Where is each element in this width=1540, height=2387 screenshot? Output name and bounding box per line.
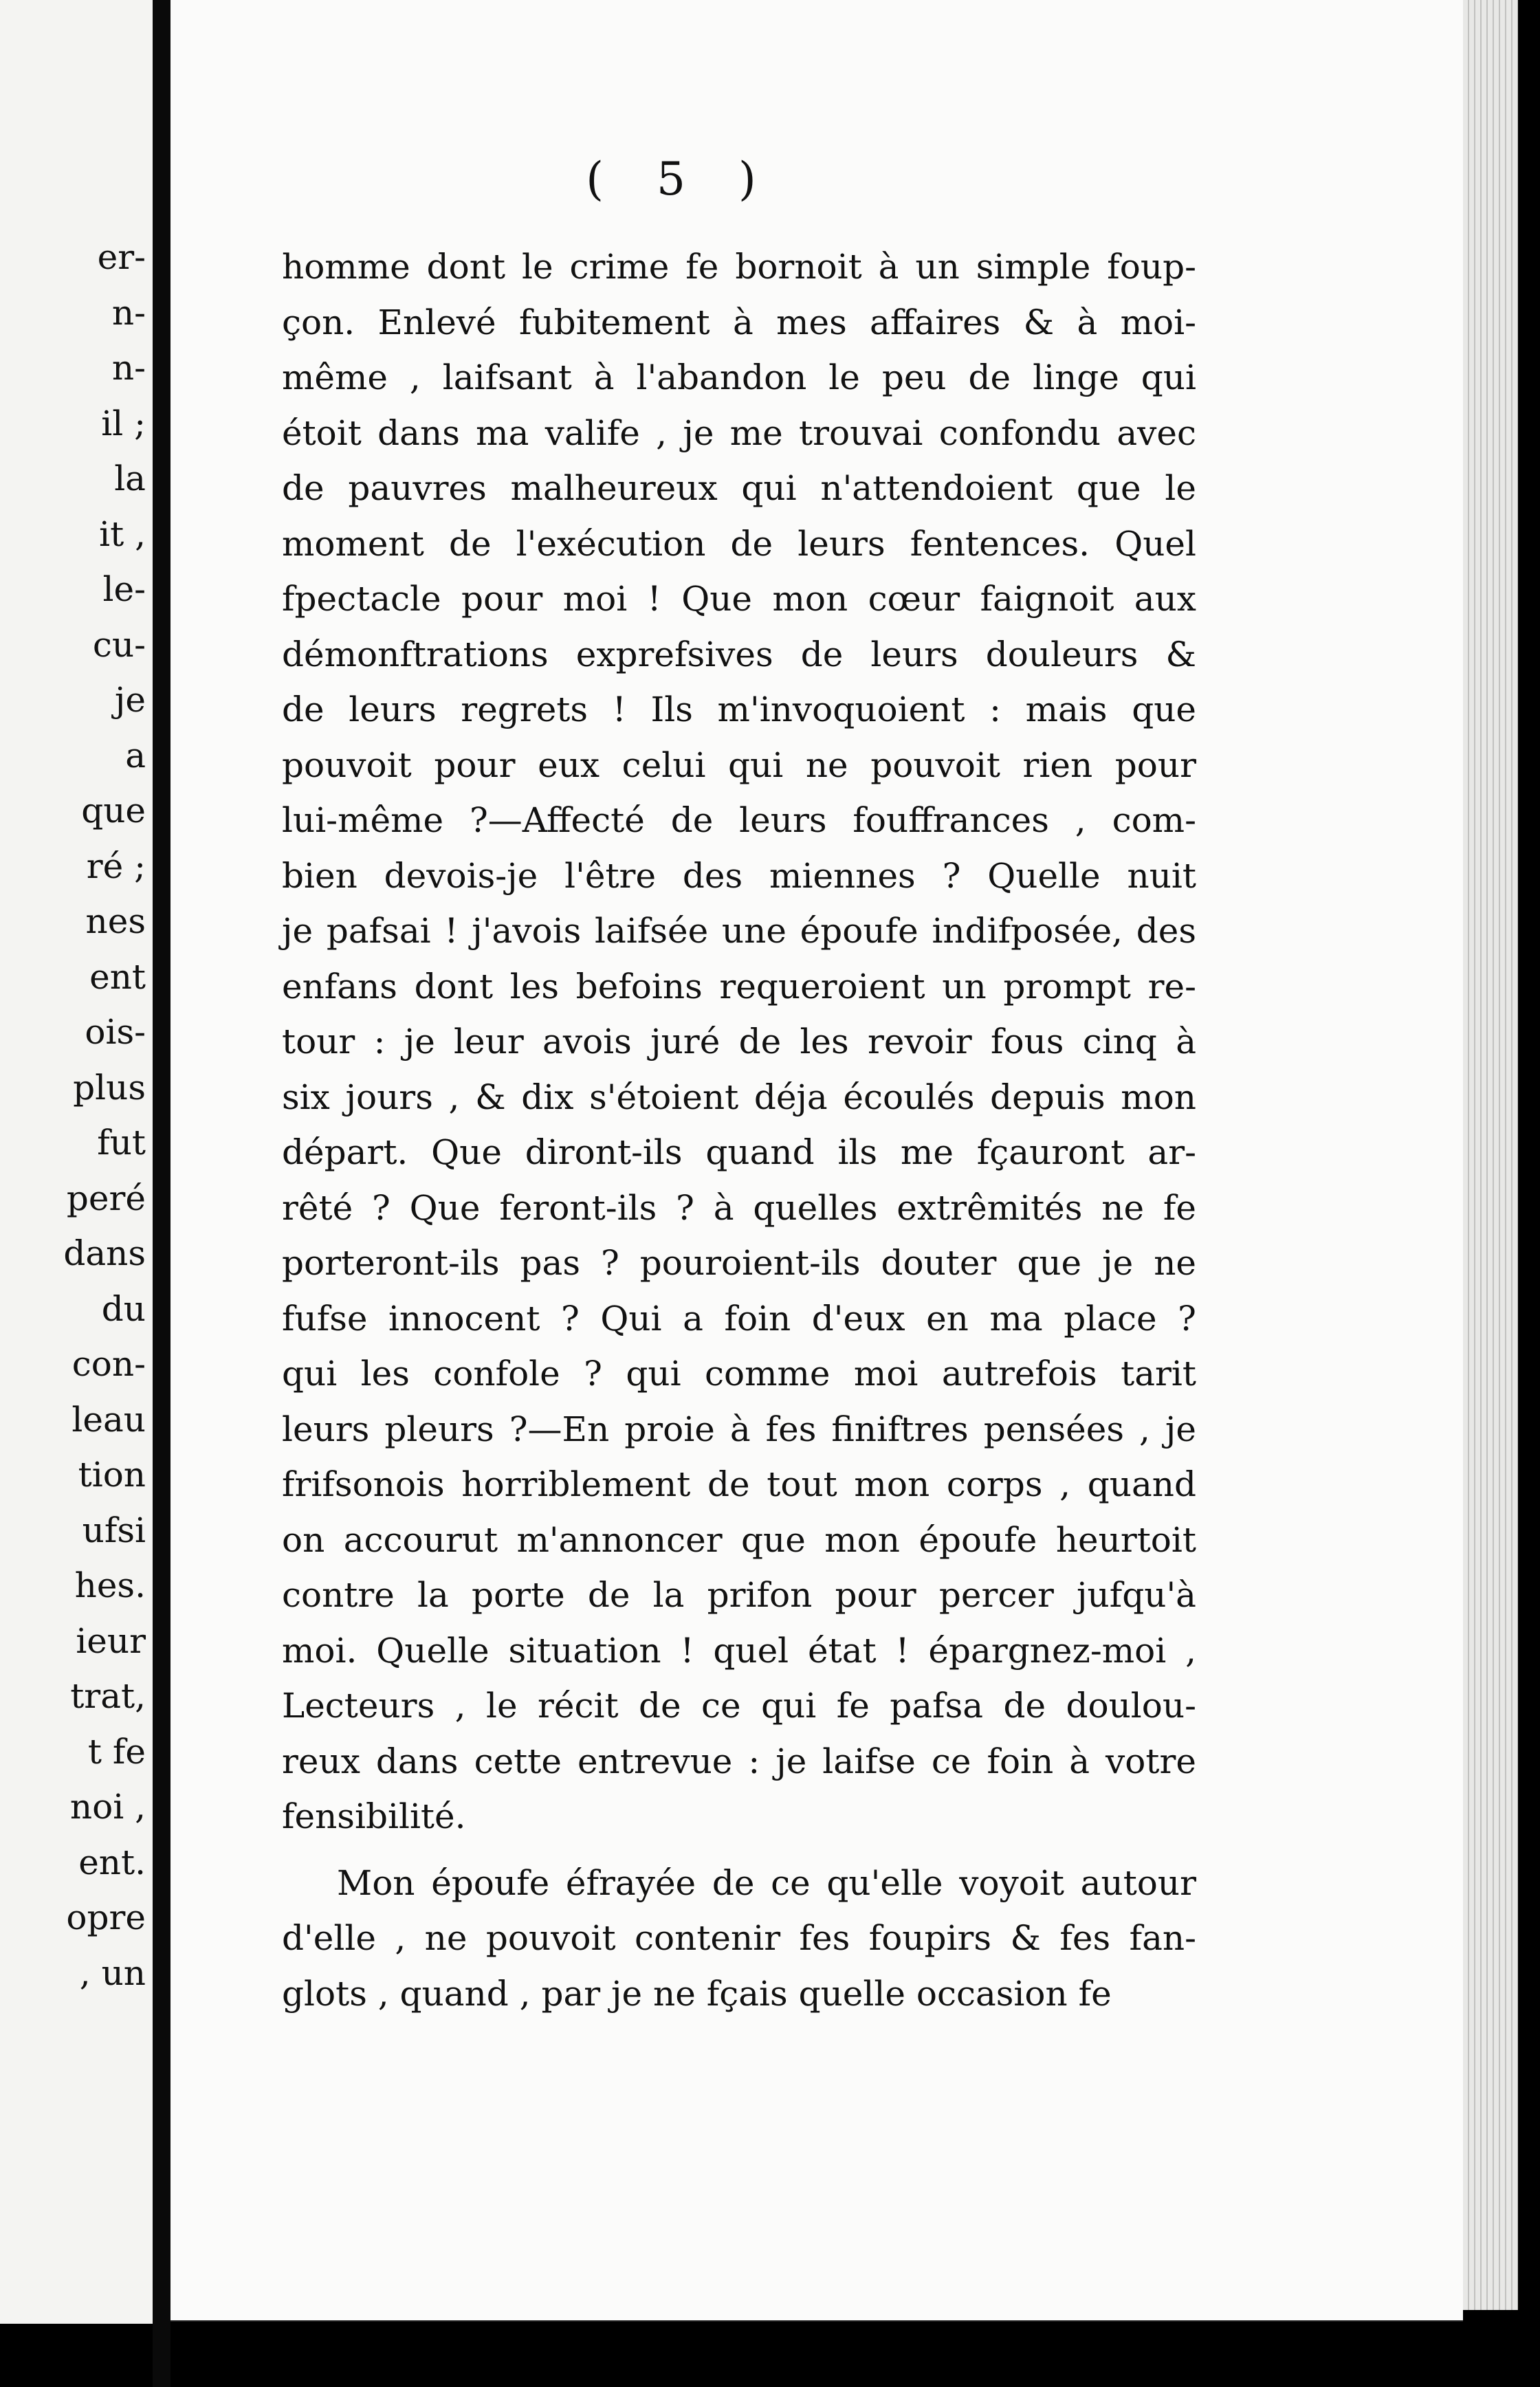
text-line: porteront-ils pas ? pouroient-ils douter que je ne — [282, 1243, 1196, 1283]
facing-page-fragment: tion — [78, 1455, 146, 1495]
text-line: d'elle , ne pouvoit contenir fes foupirs & fes fan- — [282, 1918, 1196, 1958]
scan-border — [1518, 0, 1540, 2387]
facing-page-fragment: je — [114, 680, 146, 720]
facing-page-fragment: ent. — [78, 1842, 146, 1882]
text-line: fensibilité. — [282, 1796, 466, 1836]
facing-page-fragment: ois- — [85, 1012, 146, 1052]
facing-page-fragment: cu- — [92, 624, 146, 665]
text-line: départ. Que diront-ils quand ils me fçauront ar- — [282, 1132, 1196, 1172]
text-line: fufse innocent ? Qui a foin d'eux en ma place ? — [282, 1298, 1196, 1339]
text-line: de leurs regrets ! Ils m'invoquoient : mais que — [282, 690, 1196, 729]
text-line: je pafsai ! j'avois laifsée une époufe indifposée, des — [282, 911, 1196, 951]
text-line: pouvoit pour eux celui qui ne pouvoit rien pour — [282, 745, 1196, 785]
facing-page — [0, 0, 153, 2324]
facing-page-fragment: ieur — [76, 1620, 146, 1661]
facing-page-fragment: er- — [97, 237, 146, 277]
facing-page-fragment: it , — [99, 514, 146, 554]
facing-page-fragment: , un — [79, 1952, 146, 1993]
facing-page-fragment: dans — [63, 1233, 146, 1273]
facing-page-fragment: le- — [102, 569, 146, 609]
text-line: contre la porte de la prifon pour percer jufqu'à — [282, 1575, 1196, 1615]
facing-page-fragment: a — [125, 735, 146, 776]
text-line: glots , quand , par je ne fçais quelle occasion fe — [282, 1973, 1112, 2014]
text-line: frifsonois horriblement de tout mon corps , quand — [282, 1464, 1196, 1504]
facing-page-fragment: peré — [66, 1178, 146, 1218]
facing-page-fragment: n- — [111, 348, 146, 388]
text-line: Mon époufe éfrayée de ce qu'elle voyoit autour — [337, 1862, 1196, 1903]
text-line: Lecteurs , le récit de ce qui fe pafsa de doulou- — [282, 1686, 1196, 1726]
facing-page-fragment: n- — [111, 292, 146, 333]
page-number: ( 5 ) — [586, 153, 776, 206]
text-line: démonftrations exprefsives de leurs douleurs & — [282, 634, 1196, 674]
text-line: étoit dans ma valife , je me trouvai confondu avec — [282, 412, 1196, 453]
book-gutter — [153, 0, 170, 2387]
text-line: lui-même ?—Affecté de leurs fouffrances , com- — [282, 800, 1196, 840]
text-line: enfans dont les befoins requeroient un prompt re- — [282, 966, 1196, 1006]
facing-page-fragment: nes — [85, 901, 146, 941]
facing-page-fragment: fut — [97, 1123, 146, 1163]
text-line: de pauvres malheureux qui n'attendoient que le — [282, 468, 1196, 508]
page-edge — [1463, 0, 1518, 2310]
facing-page-fragment: ufsi — [82, 1510, 146, 1550]
facing-page-fragment: plus — [73, 1067, 146, 1108]
text-line: qui les confole ? qui comme moi autrefois tarit — [282, 1354, 1196, 1394]
text-line: fpectacle pour moi ! Que mon cœur faignoit aux — [282, 579, 1196, 619]
facing-page-fragment: du — [101, 1288, 146, 1329]
facing-page-fragment: t fe — [87, 1731, 146, 1772]
facing-page-fragment: opre — [66, 1898, 146, 1937]
text-line: même , laifsant à l'abandon le peu de linge qui — [282, 358, 1196, 397]
facing-page-fragment: il ; — [101, 403, 146, 443]
text-line: rêté ? Que feront-ils ? à quelles extrêmités ne fe — [282, 1187, 1196, 1228]
text-line: homme dont le crime fe bornoit à un simple foup- — [282, 247, 1196, 287]
facing-page-fragment: hes. — [74, 1565, 146, 1605]
paragraph-gap — [282, 1845, 1196, 1856]
text-line: reux dans cette entrevue : je laifse ce foin à votre — [282, 1741, 1196, 1781]
text-line: leurs pleurs ?—En proie à fes finiftres pensées , je — [282, 1409, 1196, 1449]
facing-page-fragment: que — [81, 791, 146, 830]
text-line: six jours , & dix s'étoient déja écoulés depuis mon — [282, 1077, 1196, 1117]
text-line: on accourut m'annoncer que mon époufe heurtoit — [282, 1519, 1196, 1560]
facing-page-fragment: ent — [89, 956, 146, 997]
facing-page-fragment: leau — [72, 1399, 146, 1440]
text-line: moment de l'exécution de leurs fentences. Quel — [282, 523, 1196, 564]
text-line: çon. Enlevé fubitement à mes affaires & à moi- — [282, 302, 1196, 342]
body-text — [282, 239, 1196, 2021]
facing-page-fragment: noi , — [69, 1787, 146, 1827]
facing-page-fragment: con- — [72, 1344, 146, 1384]
facing-page-fragment: trat, — [70, 1676, 146, 1716]
text-line: bien devois-je l'être des miennes ? Quelle nuit — [282, 855, 1196, 896]
text-line: moi. Quelle situation ! quel état ! épargnez-moi , — [282, 1630, 1196, 1671]
facing-page-fragment: ré ; — [86, 846, 146, 886]
text-line: tour : je leur avois juré de les revoir fous cinq à — [282, 1022, 1196, 1062]
facing-page-fragment: la — [114, 459, 146, 498]
